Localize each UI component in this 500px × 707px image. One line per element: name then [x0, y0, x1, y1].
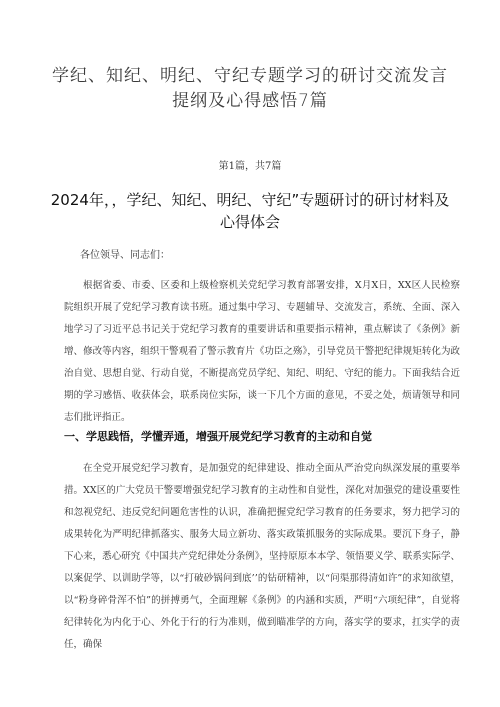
- document-title-line-1: 学纪、知纪、明纪、守纪专题学习的研讨交流发言: [52, 66, 448, 86]
- part-label: 第1篇，共7篇: [218, 161, 282, 172]
- article-title: [48, 189, 452, 233]
- paragraph-1: 根据省委、市委、区委和上级检察机关党纪学习教育部署安排，X月X日，XX区人民检察院组织开展了党纪学习教育读书班。通过集中学习、专题辅导、交流发言，系统、全面、深入地学习了习近平总书记关于党纪学习教育的重要讲话和重要指示精神，重点解读了《条例》新增、修改等内容，组织干警观看了警示教育片《功臣之殇》，引导党员干警把纪律规矩转化为政治自觉、思想自觉、行动自觉，不断提高党员学纪、知纪、明纪、守纪的能力。下面我结合近期的学习感悟、收获体会，联系岗位实际，谈一下几个方面的意见，不妥之处，烦请领导和同志们批评指正。: [64, 280, 460, 423]
- document-title: [40, 64, 460, 114]
- section-1-heading: 一、学思践悟，学懂弄通，增强开展党纪学习教育的主动和自觉: [64, 430, 372, 443]
- greeting: 各位领导、同志们：: [80, 250, 170, 261]
- article-title-line-1: 2024年，，学纪、知纪、明纪、守纪”专题研讨的研讨材料及: [50, 191, 450, 209]
- document-title-line-2: 提纲及心得感悟7篇: [172, 91, 328, 111]
- article-title-line-2: 心得体会: [219, 213, 280, 231]
- paragraph-2: 在全党开展党纪学习教育，是加强党的纪律建设、推动全面从严治党向纵深发展的重要举措。XX区的广大党员干警要增强党纪学习教育的主动性和自觉性，深化对加强党的建设重要性和忽视党纪、违反党纪问题危害性的认识，准确把握党纪学习教育的任务要求，努力把学习的成果转化为严明纪律抓落实、服务大局立新功、落实政策抓服务的实际成果。要沉下身子，静下心来，悉心研究《中国共产党纪律处分条例》，坚持原原本本学、领悟要义学、联系实际学、以案促学、以训助学等，以“打破砂锅问到底’’的钻研精神，以“问渠那得清如许”的求知欲望，以“粉身碎骨浑不怕”的拼搏勇气，全面理解《条例》的内涵和实质，严明“六项纪律”，自觉将纪律转化为内化于心、外化于行的行为准则，做到瞄准学的方向，落实学的要求，扛实学的责任，确保: [64, 463, 460, 650]
